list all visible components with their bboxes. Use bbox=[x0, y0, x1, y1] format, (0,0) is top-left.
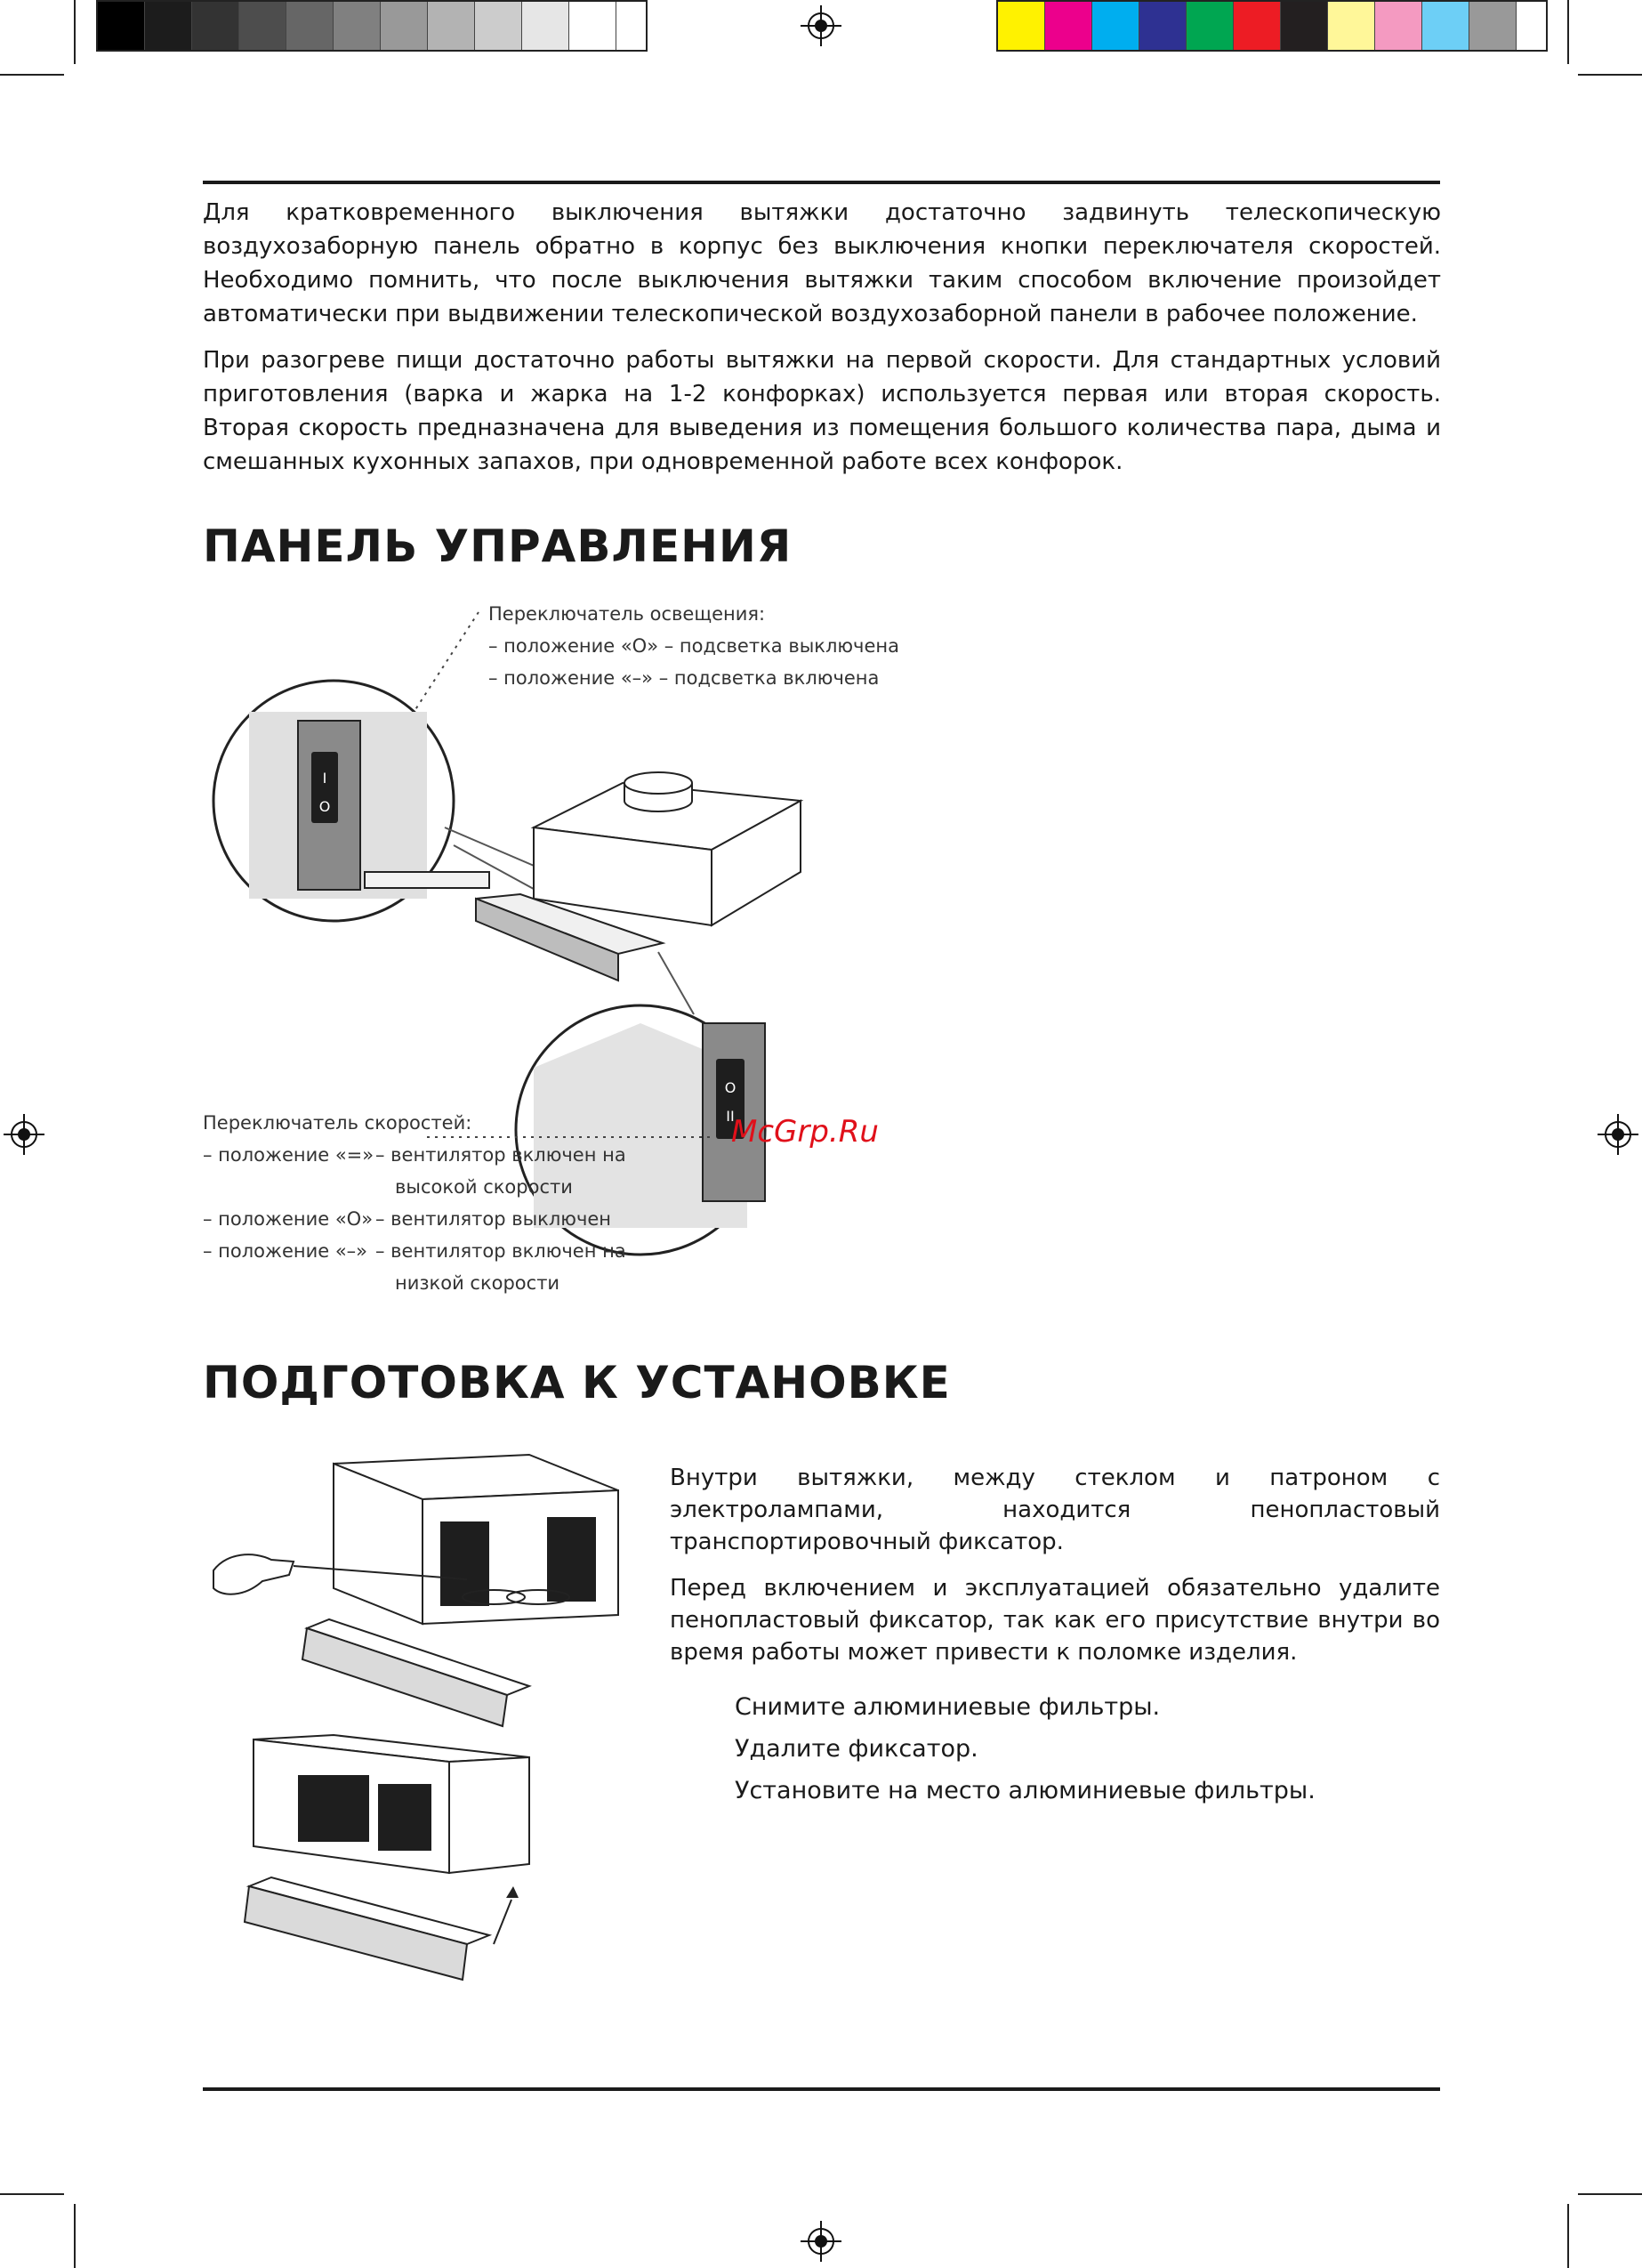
gray-swatch bbox=[334, 2, 381, 50]
gray-swatch bbox=[286, 2, 334, 50]
installation-illustration bbox=[200, 1446, 663, 2015]
svg-text:O: O bbox=[318, 798, 331, 815]
color-calibration-bar bbox=[996, 0, 1548, 52]
gray-swatch bbox=[475, 2, 522, 50]
speed-switch-title: Переключатель скоростей: bbox=[203, 1112, 472, 1134]
step-2: Удалите фиксатор. bbox=[735, 1735, 978, 1763]
crop-mark bbox=[1567, 0, 1569, 64]
crop-mark bbox=[0, 74, 64, 76]
crop-mark bbox=[1578, 74, 1642, 76]
crop-mark bbox=[1567, 2204, 1569, 2268]
step-3: Установите на место алюминиевые фильтры. bbox=[735, 1777, 1316, 1804]
registration-mark-top bbox=[801, 5, 841, 46]
color-swatch bbox=[1139, 2, 1187, 50]
light-switch-line-1: – положение «О» – подсветка выключена bbox=[488, 635, 899, 657]
color-swatch bbox=[1469, 2, 1517, 50]
svg-text:O: O bbox=[724, 1079, 736, 1096]
registration-mark-bottom bbox=[801, 2221, 841, 2262]
installation-text bbox=[670, 1462, 1440, 1683]
crop-mark bbox=[74, 0, 76, 64]
installation-steps bbox=[735, 1686, 1316, 1812]
svg-text:I: I bbox=[322, 770, 327, 787]
crop-mark bbox=[1578, 2193, 1642, 2195]
speed-position-2: – положение «О» bbox=[203, 1208, 374, 1230]
step-1: Снимите алюминиевые фильтры. bbox=[735, 1693, 1161, 1721]
installation-paragraph-2: Перед включением и эксплуатацией обязательно удалите пенопластовый фиксатор, так как его присутствие внутри во время работы может привести к поломке изделия. bbox=[670, 1575, 1440, 1666]
speed-description-1-continued: высокой скорости bbox=[395, 1176, 573, 1198]
speed-position-1: – положение «=» bbox=[203, 1144, 374, 1166]
gray-swatch bbox=[98, 2, 145, 50]
intro-paragraph-1: Для кратковременного выключения вытяжки достаточно задвинуть телескопическую воздухозаборную панель обратно в корпус без выключения кнопки переключателя скоростей. Необходимо помнить, что после выключения вытяжки таким способом включение произойдет автоматически при выдвижении телескопической воздухозаборной панели в рабочее положение. bbox=[203, 199, 1441, 327]
color-swatch bbox=[1045, 2, 1092, 50]
color-swatch bbox=[1422, 2, 1469, 50]
top-rule bbox=[203, 181, 1440, 184]
speed-switch-callout bbox=[203, 1107, 471, 1139]
speed-description-2: – вентилятор выключен bbox=[375, 1208, 612, 1230]
crop-mark bbox=[0, 2193, 64, 2195]
registration-mark-left bbox=[4, 1114, 44, 1155]
crop-mark bbox=[74, 2204, 76, 2268]
gray-swatch bbox=[522, 2, 569, 50]
speed-position-3: – положение «–» bbox=[203, 1240, 368, 1262]
gray-swatch bbox=[145, 2, 192, 50]
gray-swatch bbox=[569, 2, 616, 50]
speed-switch-descriptions bbox=[375, 1139, 626, 1299]
speed-description-1: – вентилятор включен на bbox=[375, 1144, 626, 1166]
grayscale-calibration-bar bbox=[96, 0, 648, 52]
color-swatch bbox=[998, 2, 1045, 50]
gray-swatch bbox=[192, 2, 239, 50]
gray-swatch bbox=[381, 2, 428, 50]
registration-mark-right bbox=[1598, 1114, 1638, 1155]
color-swatch bbox=[1092, 2, 1139, 50]
intro-text bbox=[203, 196, 1441, 491]
gray-swatch bbox=[428, 2, 475, 50]
light-switch-title: Переключатель освещения: bbox=[488, 603, 766, 625]
watermark: McGrp.Ru bbox=[731, 1114, 879, 1150]
bottom-rule bbox=[203, 2087, 1440, 2091]
color-swatch bbox=[1328, 2, 1375, 50]
color-swatch bbox=[1187, 2, 1234, 50]
control-panel-heading: ПАНЕЛЬ УПРАВЛЕНИЯ bbox=[203, 521, 793, 572]
light-switch-line-2: – положение «–» – подсветка включена bbox=[488, 667, 880, 689]
speed-description-3: – вентилятор включен на bbox=[375, 1240, 626, 1262]
color-swatch bbox=[1375, 2, 1422, 50]
color-swatch bbox=[1234, 2, 1281, 50]
installation-heading: ПОДГОТОВКА К УСТАНОВКЕ bbox=[203, 1357, 951, 1408]
installation-paragraph-1: Внутри вытяжки, между стеклом и патроном с электролампами, находится пенопластовый транспортировочный фиксатор. bbox=[670, 1465, 1440, 1555]
color-swatch bbox=[1281, 2, 1328, 50]
speed-description-3-continued: низкой скорости bbox=[395, 1272, 560, 1294]
speed-switch-positions bbox=[203, 1139, 374, 1267]
svg-text:II: II bbox=[726, 1108, 735, 1125]
intro-paragraph-2: При разогреве пищи достаточно работы вытяжки на первой скорости. Для стандартных условий приготовления (варка и жарка на 1-2 конфорках) используется первая или вторая скорость. Вторая скорость предназначена для выведения из помещения большого количества пара, дыма и смешанных кухонных запахов, при одновременной работе всех конфорок. bbox=[203, 347, 1441, 475]
gray-swatch bbox=[239, 2, 286, 50]
